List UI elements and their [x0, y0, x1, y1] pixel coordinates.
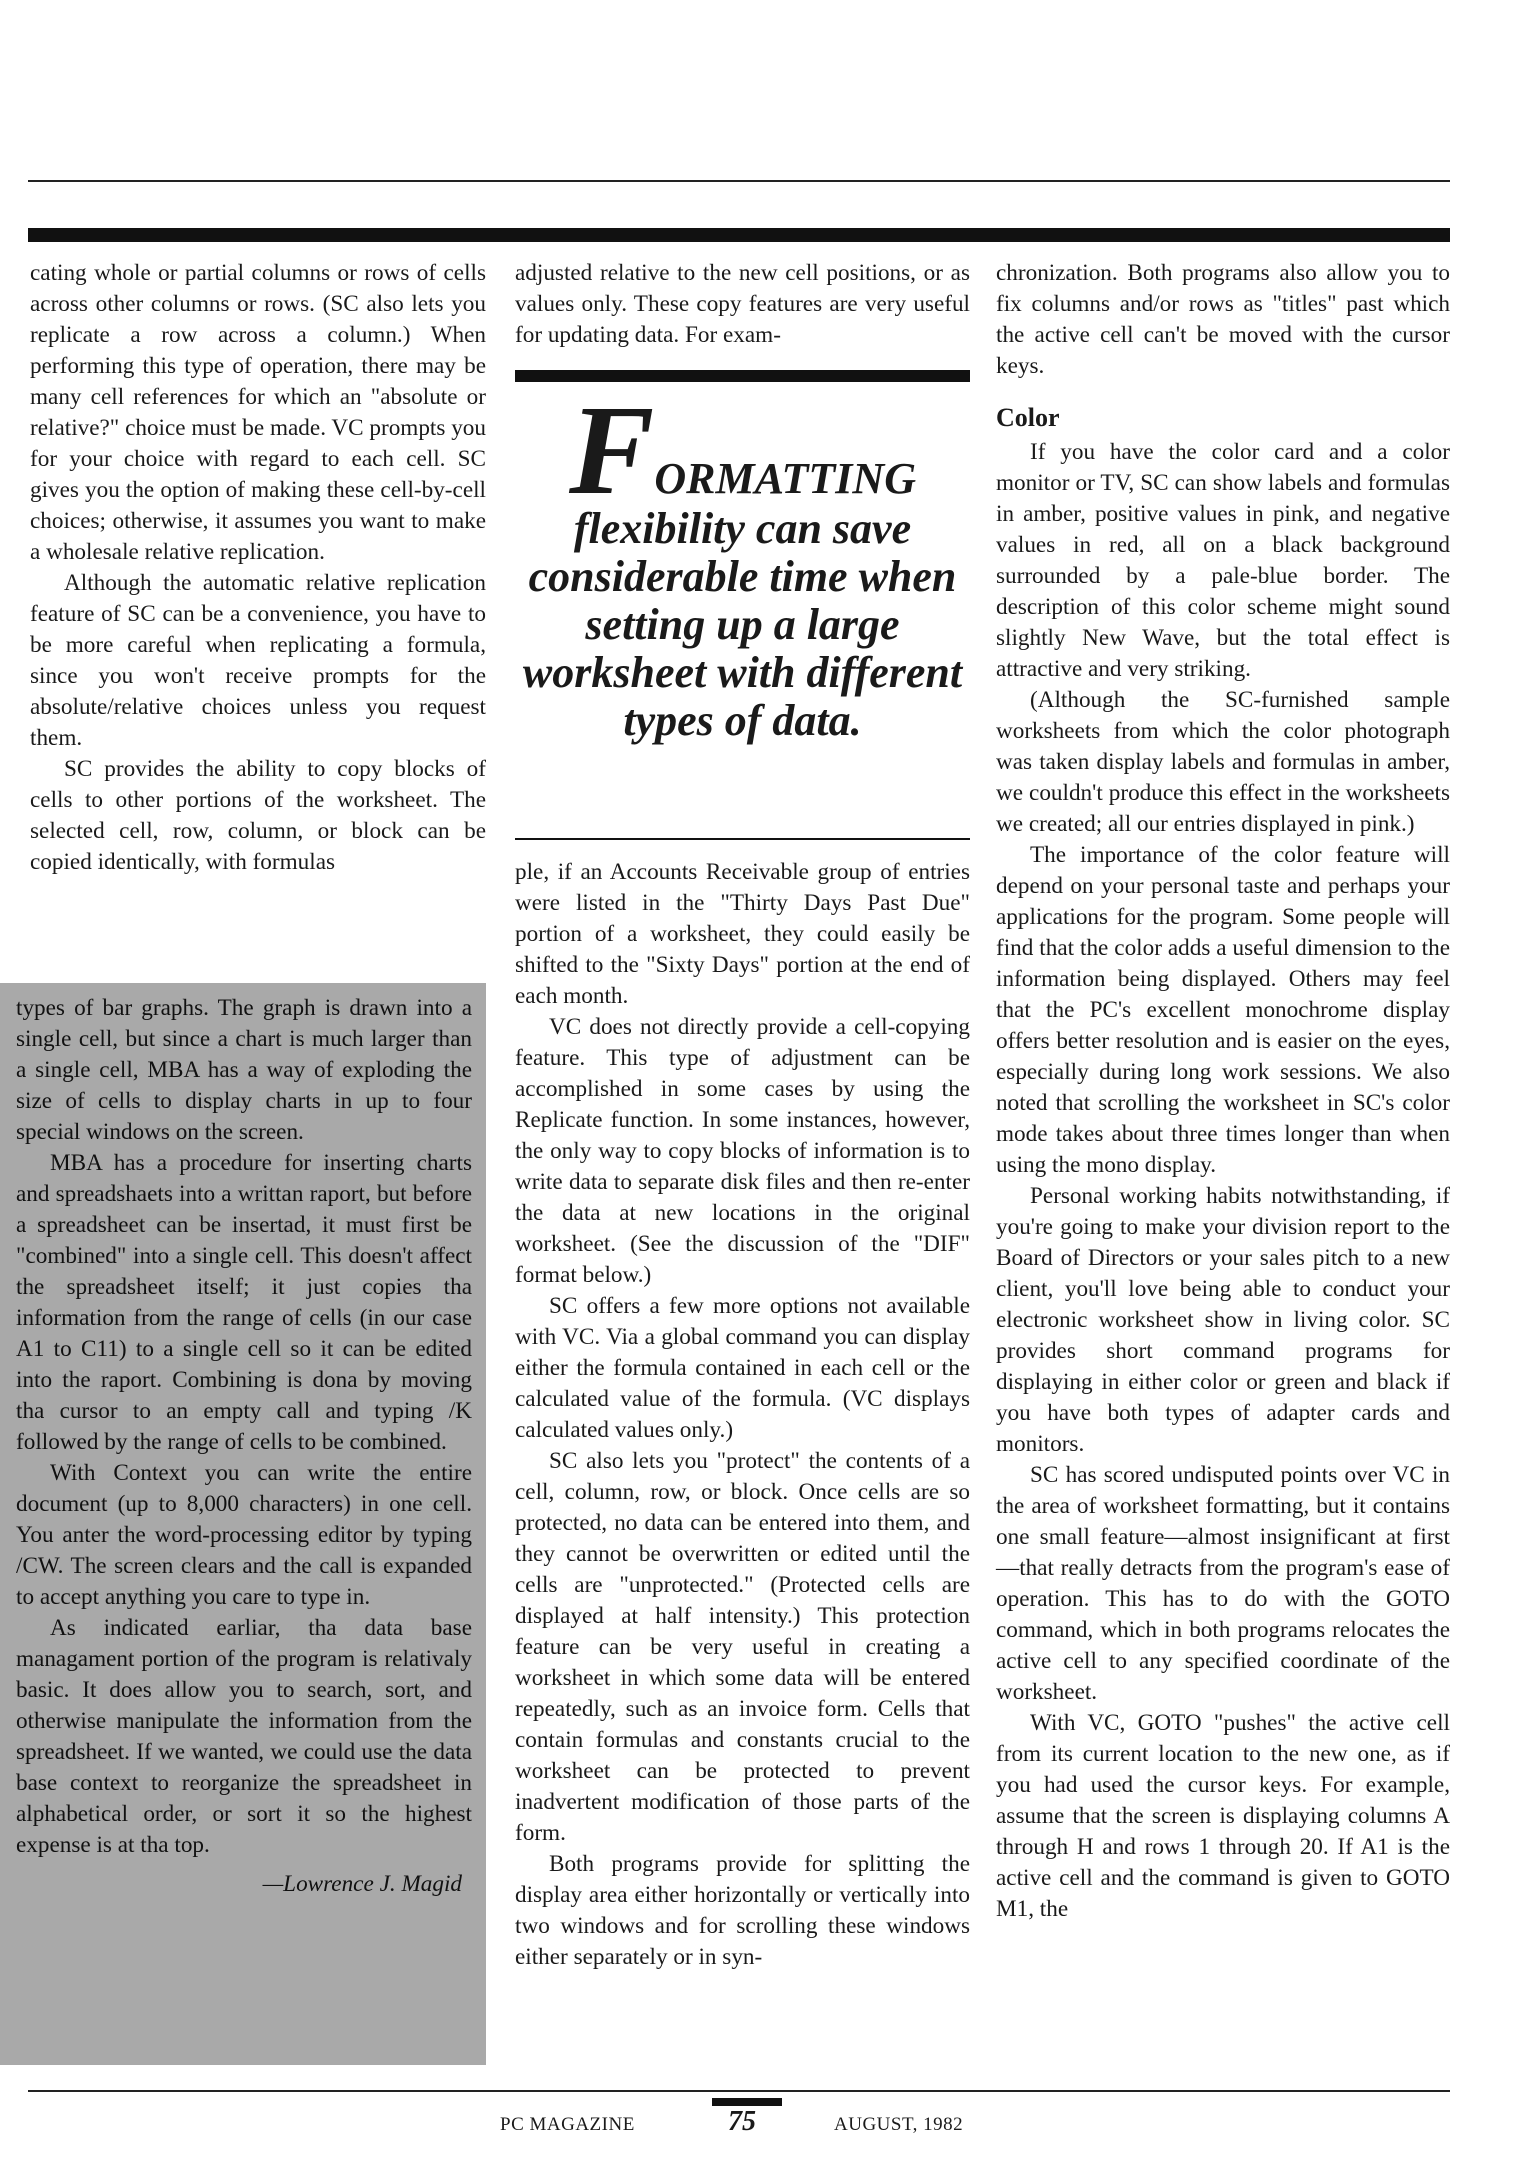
col1-paragraph: SC provides the ability to copy blocks of cells to other portions of the worksheet. The selected cell, row, column, or block can be copied identically, with formulas: [30, 756, 486, 875]
footer-page-bar: [712, 2098, 782, 2106]
column-3: [996, 258, 1450, 1925]
col1-paragraph: cating whole or partial columns or rows of cells across other columns or rows. (SC also lets you replicate a row across a column.) When performing this type of operation, there may be many cell references for which an "absolute or relative?" choice must be made. VC prompts you for your choice with regard to each cell. SC gives you the option of making these cell-by-cell choices; otherwise, it assumes you want to make a wholesale relative replication.: [30, 260, 486, 565]
footer-date: AUGUST, 1982: [834, 2114, 964, 2135]
column-2-body: [515, 857, 970, 1973]
col2-paragraph: VC does not directly provide a cell-copying feature. This type of adjustment can be accomplished in some cases by using the Replicate function. In some instances, however, the only way to copy blocks of information is to write data to separate disk files and then re-enter the data at new locations in the original worksheet. (See the discussion of the "DIF" format below.): [515, 1014, 970, 1288]
col2-paragraph: SC offers a few more options not available with VC. Via a global command you can display either the formula contained in each cell or the calculated value of the formula. (VC displays calculated values only.): [515, 1293, 970, 1443]
col1-paragraph: Although the automatic relative replication feature of SC can be a convenience, you have to be more careful when replicating a formula, since you won't receive prompts for the absolute/relative choices unless you request them.: [30, 570, 486, 751]
footer-publication: PC MAGAZINE: [500, 2114, 635, 2135]
pull-quote-bottom-rule: [515, 838, 970, 840]
pull-quote-rest: flexibility can save considerable time when setting up a large worksheet with different types of data.: [522, 504, 963, 745]
footer-rule: [28, 2090, 1450, 2092]
pull-quote-dropcap: F: [569, 379, 655, 521]
col3-paragraph: Personal working habits notwithstanding, if you're going to make your division report to the Board of Directors or your sales pitch to a new client, you'll love being able to conduct your electronic worksheet show in living color. SC provides short command programs for displaying in either color or green and black if you have both types of adapter cards and monitors.: [996, 1183, 1450, 1457]
col2-paragraph: Both programs provide for splitting the display area either horizontally or vertically into two windows and for scrolling these windows either separately or in syn-: [515, 1851, 970, 1970]
col2-paragraph: SC also lets you "protect" the contents of a cell, column, row, or block. Once cells are so protected, no data can be entered into them, and they cannot be overwritten or edited until the cells are "unprotected." (Protected cells are displayed at half intensity.) This protection feature can be very useful in creating a worksheet in which some data will be entered repeatedly, such as an invoice form. Cells that contain formulas and constants crucial to the worksheet can be protected to prevent inadvertent modification of those parts of the form.: [515, 1448, 970, 1846]
pull-quote: [515, 370, 970, 840]
top-thin-rule: [28, 180, 1450, 182]
col2-paragraph: ple, if an Accounts Receivable group of entries were listed in the "Thirty Days Past Due" portion of a worksheet, they could easily be shifted to the "Sixty Days" portion at the end of each month.: [515, 859, 970, 1009]
col3-paragraph: (Although the SC-furnished sample worksheets from which the color photograph was taken display labels and formulas in amber, we couldn't produce this effect in the worksheets we created; all our entries displayed in pink.): [996, 687, 1450, 837]
column-1: [30, 258, 486, 878]
sidebar-byline: —Lowrence J. Magid: [262, 1871, 462, 1897]
pull-quote-first-word: ORMATTING: [654, 454, 916, 503]
col2-paragraph: adjusted relative to the new cell positions, or as values only. These copy features are very useful for updating data. For exam-: [515, 260, 970, 348]
sidebar-box: [0, 983, 486, 2065]
col3-paragraph: SC has scored undisputed points over VC in the area of worksheet formatting, but it contains one small feature—almost insignificant at first—that really detracts from the program's ease of operation. This has to do with the GOTO command, which in both programs relocates the active cell to any specified coordinate of the worksheet.: [996, 1462, 1450, 1705]
col3-paragraph: The importance of the color feature will depend on your personal taste and perhaps your applications for the program. Some people will find that the color adds a useful dimension to the information being displayed. Others may feel that the PC's excellent monochrome display offers better resolution and is easier on the eyes, especially during long work sessions. We also noted that scrolling the worksheet in SC's color mode takes about three times longer than when using the mono display.: [996, 842, 1450, 1178]
page-footer: [0, 2106, 1525, 2146]
sidebar-paragraph: types of bar graphs. The graph is drawn into a single cell, but since a chart is much larger than a single cell, MBA has a way of exploding the size of cells to display charts in up to four special windows on the screen.: [16, 995, 472, 1145]
footer-page-number: 75: [728, 2106, 756, 2137]
sidebar-paragraph: MBA has a procedure for inserting charts and spreadshaets into a writtan raport, but before a spreadsheet can be insertad, it must first be "combined" into a single cell. This doesn't affect the spreadsheet itself; it just copies tha information from the range of cells (in our case A1 to C11) to a single cell so it can be edited into the raport. Combining is dona by moving tha cursor to an empty call and typing /K followed by the range of cells to be combined.: [16, 1150, 472, 1455]
col3-paragraph: chronization. Both programs also allow you to fix columns and/or rows as "titles" past which the active cell can't be moved with the cursor keys.: [996, 260, 1450, 379]
col3-paragraph: With VC, GOTO "pushes" the active cell from its current location to the new one, as if you had used the cursor keys. For example, assume that the screen is displaying columns A through H and rows 1 through 20. If A1 is the active cell and the command is given to GOTO M1, the: [996, 1710, 1450, 1922]
sidebar-paragraph: As indicated earliar, tha data base managament portion of the program is relativaly basic. It does allow you to search, sort, and otherwise manipulate the information from the spreadsheet. If we wanted, we could use the data base context to reorganize the spreadsheet in alphabetical order, or sort it so the highest expense is at tha top.: [16, 1615, 472, 1858]
pull-quote-text: [515, 379, 970, 745]
column-2-top: [515, 258, 970, 351]
section-heading-color: Color: [996, 403, 1060, 432]
sidebar-paragraph: With Context you can write the entire document (up to 8,000 characters) in one cell. You anter the word-processing editor by typing /CW. The screen clears and the call is expanded to accept anything you care to type in.: [16, 1460, 472, 1610]
top-thick-rule: [28, 228, 1450, 242]
col3-paragraph: If you have the color card and a color monitor or TV, SC can show labels and formulas in amber, positive values in pink, and negative values in red, all on a black background surrounded by a pale-blue border. The description of this color scheme might sound slightly New Wave, but the total effect is attractive and very striking.: [996, 439, 1450, 682]
